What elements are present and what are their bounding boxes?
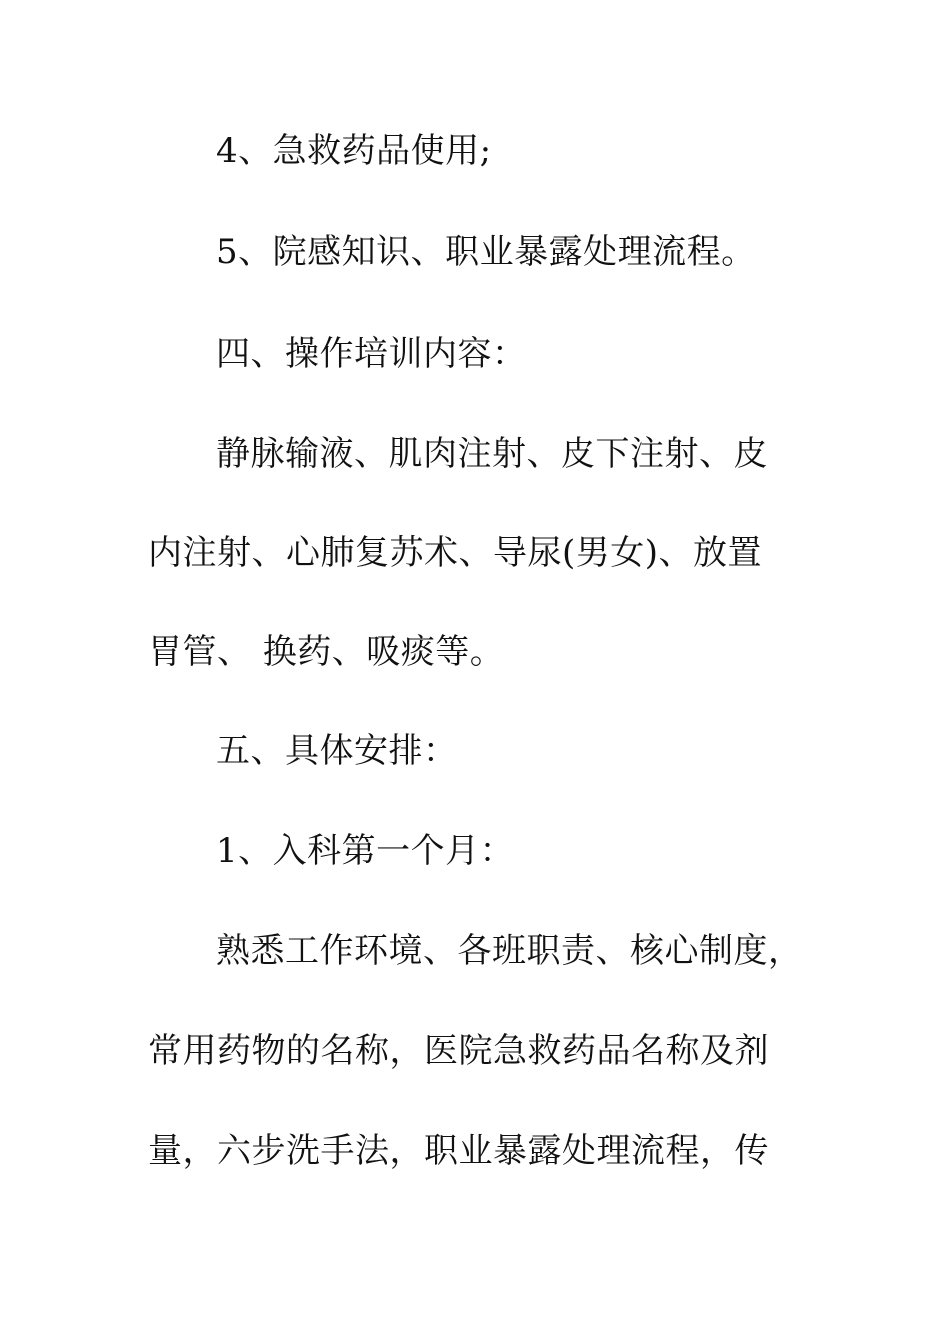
section-heading-operation-training: 四、操作培训内容：	[216, 334, 527, 374]
paragraph-line: 熟悉工作环境、各班职责、核心制度，	[216, 931, 803, 971]
paragraph-line: 胃管、 换药、吸痰等。	[148, 632, 505, 672]
list-item-first-month: 1、入科第一个月：	[216, 831, 515, 871]
paragraph-line: 量，六步洗手法，职业暴露处理流程，传	[148, 1131, 769, 1171]
list-item-infection-control: 5、院感知识、职业暴露处理流程。	[216, 232, 756, 272]
section-heading-schedule: 五、具体安排：	[216, 731, 458, 771]
paragraph-line: 常用药物的名称，医院急救药品名称及剂	[148, 1031, 769, 1071]
paragraph-line: 静脉输液、肌肉注射、皮下注射、皮	[216, 434, 768, 474]
list-item-emergency-drugs: 4、急救药品使用;	[216, 131, 492, 171]
paragraph-line: 内注射、心肺复苏术、导尿(男女)、放置	[148, 533, 763, 573]
